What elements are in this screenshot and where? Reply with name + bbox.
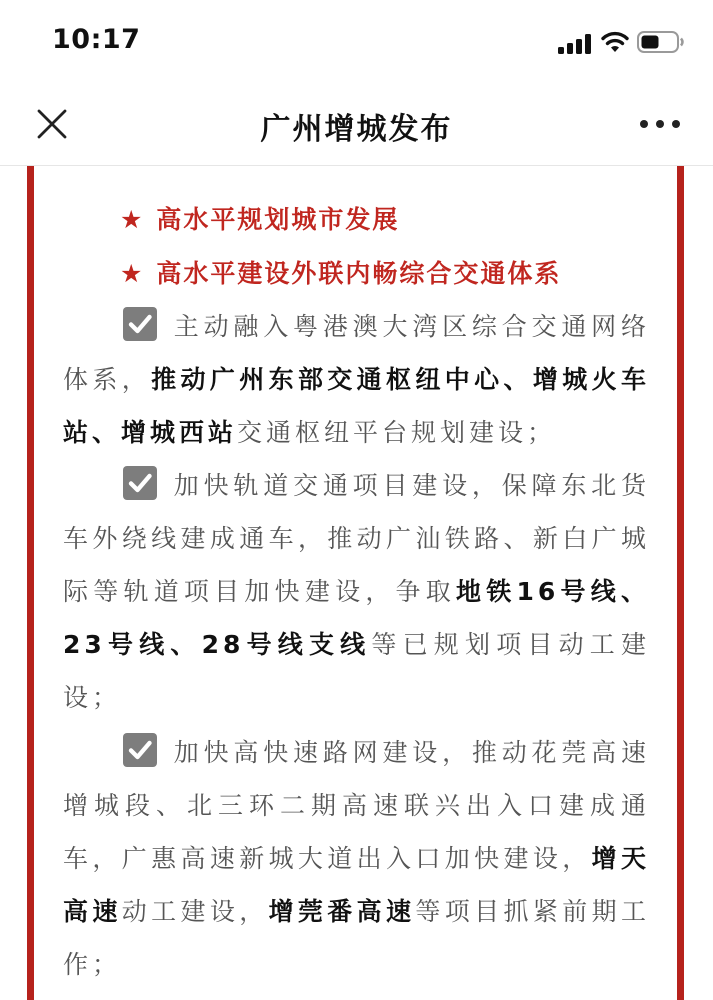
- article-paragraph: 加快轨道交通项目建设，保障东北货车外绕线建成通车，推动广汕铁路、新白广城际等轨道项目加快建设，争取地铁16号线、23号线、28号线支线等已规划项目动工建设；: [63, 459, 650, 724]
- page-title: 广州增城发布: [260, 112, 453, 147]
- frame-border-right: [677, 166, 684, 1000]
- cellular-signal-icon: [558, 34, 592, 54]
- section-heading: ★ 高水平规划城市发展: [120, 205, 400, 234]
- checkbox-icon: [123, 733, 157, 767]
- wifi-icon: [600, 30, 630, 54]
- battery-icon: [637, 31, 685, 53]
- article-paragraph: 主动融入粤港澳大湾区综合交通网络体系，推动广州东部交通枢纽中心、增城火车站、增城西站交通枢纽平台规划建设；: [63, 300, 650, 459]
- checkbox-icon: [123, 307, 157, 341]
- status-time: 10:17: [52, 24, 141, 55]
- section-heading: ★ 高水平建设外联内畅综合交通体系: [120, 259, 562, 288]
- checkbox-icon: [123, 466, 157, 500]
- nav-bar: [0, 84, 713, 166]
- article-content: [0, 166, 713, 1000]
- article-paragraph: 加快高快速路网建设，推动花莞高速增城段、北三环二期高速联兴出入口建成通车，广惠高速新城大道出入口加快建设，增天高速动工建设，增莞番高速等项目抓紧前期工作；: [63, 726, 650, 991]
- star-icon: ★: [120, 205, 145, 234]
- star-icon: ★: [120, 259, 145, 288]
- frame-border-left: [27, 166, 34, 1000]
- status-bar: [0, 0, 713, 84]
- more-options-icon[interactable]: [636, 112, 684, 136]
